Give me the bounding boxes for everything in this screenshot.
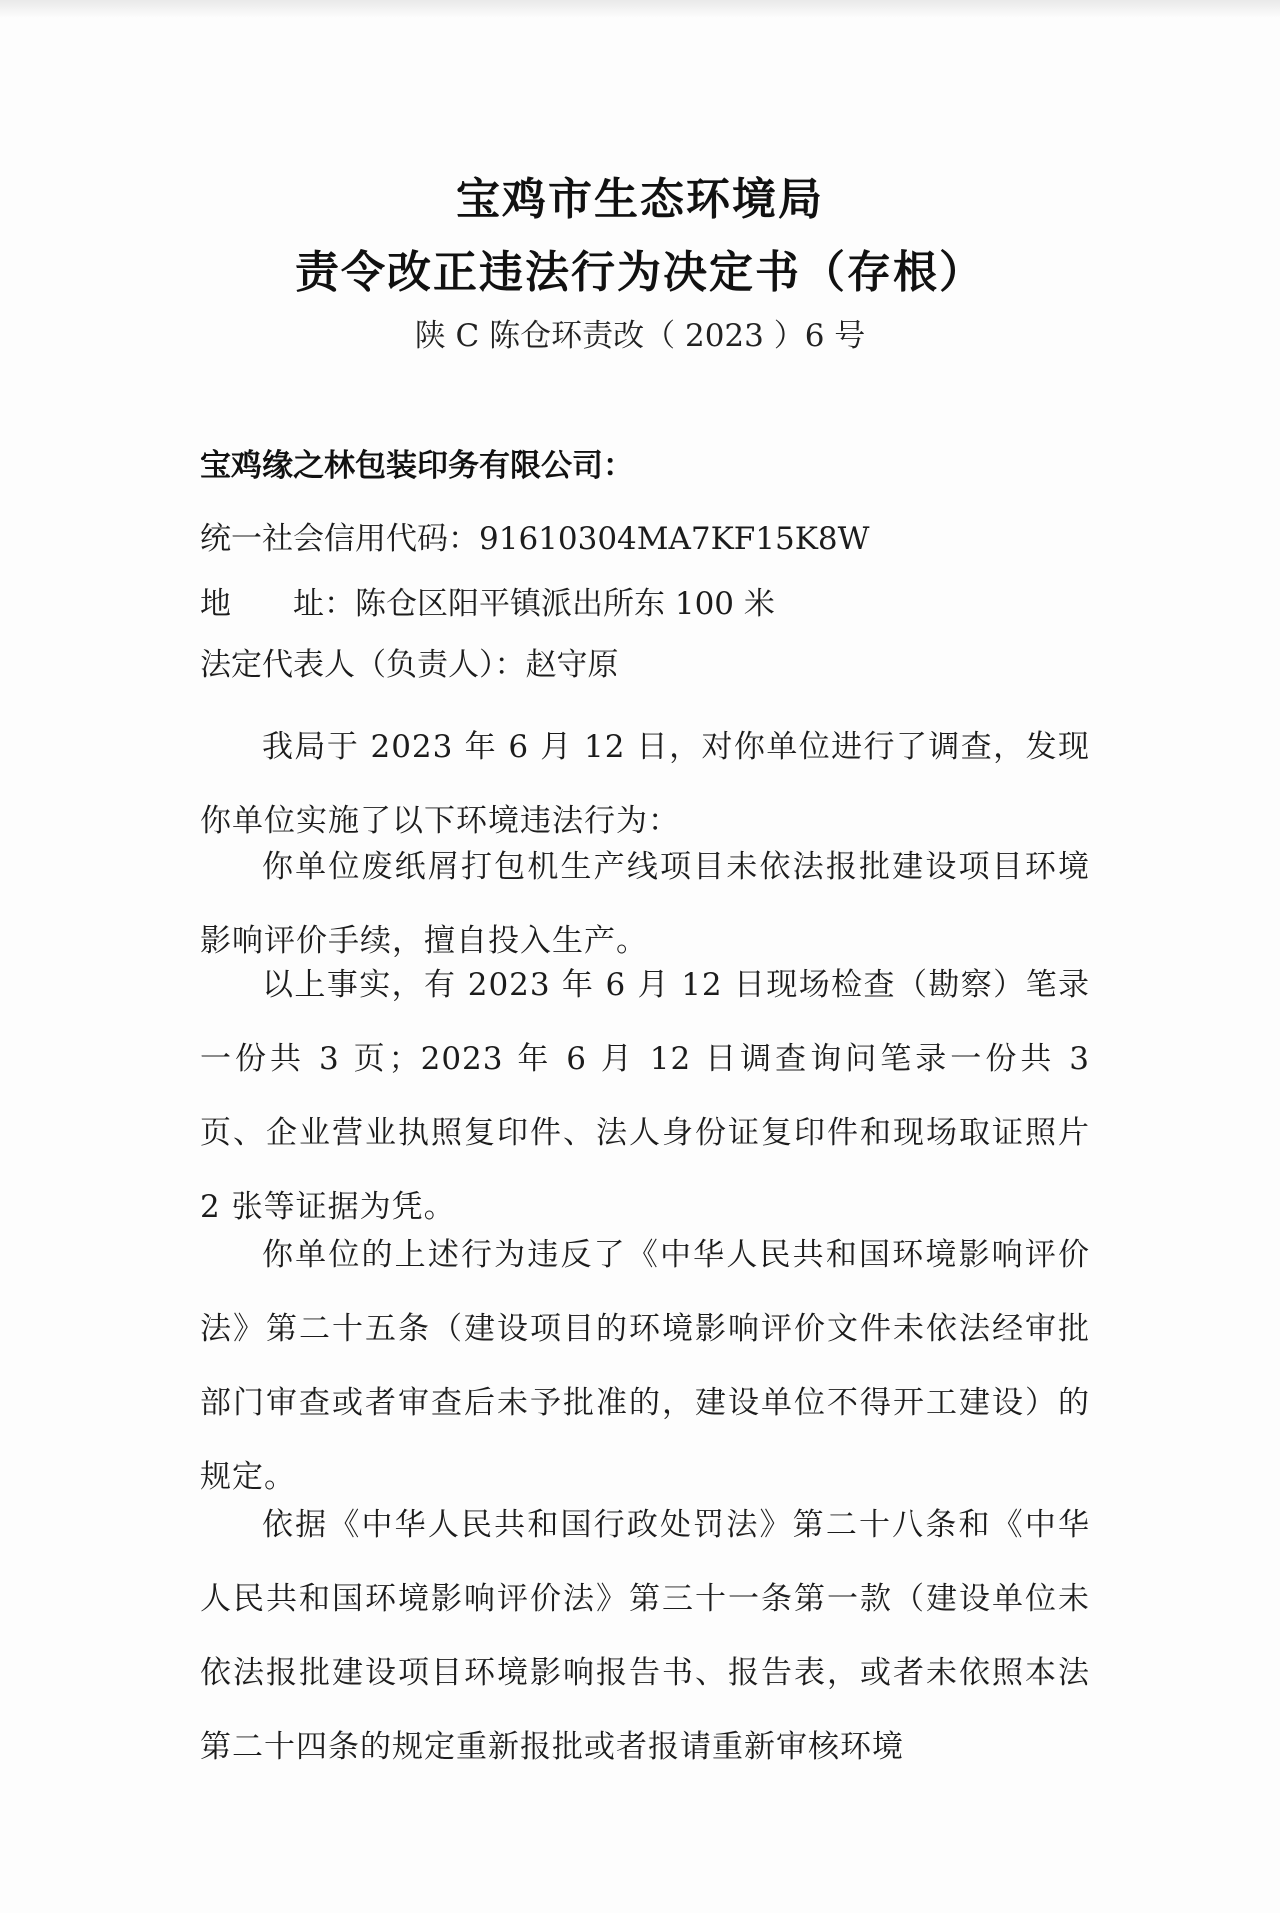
document-number: 陕 C 陈仓环责改（ 2023 ）6 号 xyxy=(414,318,866,354)
recipient-name: 宝鸡缘之林包装印务有限公司： xyxy=(200,448,634,484)
address: 地 址：陈仓区阳平镇派出所东 100 米 xyxy=(200,586,775,622)
document-title-issuer: 宝鸡市生态环境局 xyxy=(456,174,824,225)
document-title: 责令改正违法行为决定书（存根） xyxy=(295,247,985,298)
paragraph-evidence: 以上事实，有 2023 年 6 月 12 日现场检查（勘察）笔录一份共 3 页；2023 年 6 月 12 日调查询问笔录一份共 3 页、企业营业执照复印件、法人身份证复印件和现场取证照片 2 张等证据为凭。 xyxy=(200,967,1090,1225)
paragraph-violation: 你单位废纸屑打包机生产线项目未依法报批建设项目环境影响评价手续，擅自投入生产。 xyxy=(200,849,1090,959)
paragraph-investigation: 我局于 2023 年 6 月 12 日，对你单位进行了调查，发现你单位实施了以下环境违法行为： xyxy=(200,729,1090,839)
paragraph-legal-basis: 依据《中华人民共和国行政处罚法》第二十八条和《中华人民共和国环境影响评价法》第三十一条第一款（建设单位未依法报批建设项目环境影响报告书、报告表，或者未依照本法第二十四条的规定重新报批或者报请重新审核环境 xyxy=(200,1507,1090,1765)
legal-representative: 法定代表人（负责人）：赵守原 xyxy=(200,647,619,683)
paragraph-legal-violation: 你单位的上述行为违反了《中华人民共和国环境影响评价法》第二十五条（建设项目的环境影响评价文件未依法经审批部门审查或者审查后未予批准的，建设单位不得开工建设）的规定。 xyxy=(200,1237,1090,1495)
credit-code: 统一社会信用代码：91610304MA7KF15K8W xyxy=(200,521,870,557)
scan-edge-shadow xyxy=(0,0,1280,18)
